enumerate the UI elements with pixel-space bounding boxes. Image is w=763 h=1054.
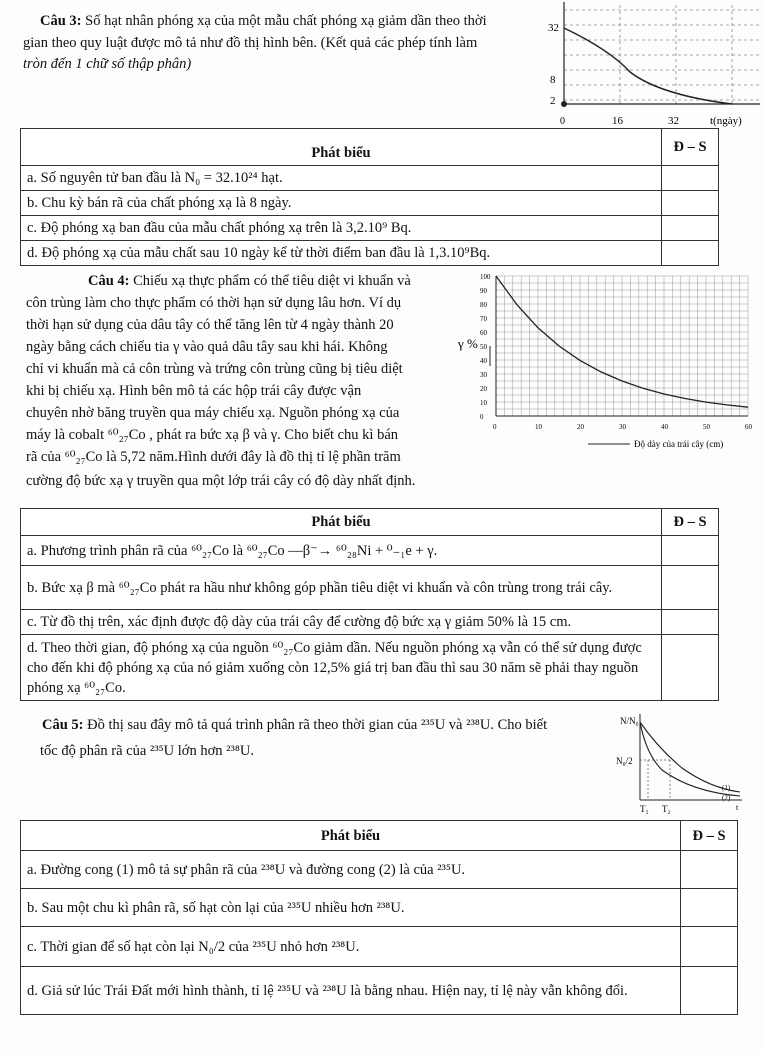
q3-y-8: 8 — [550, 74, 556, 86]
q3-answer-d[interactable] — [662, 241, 719, 266]
q4-x-tick: 60 — [745, 423, 752, 431]
q4-y-tick: 60 — [480, 329, 487, 337]
q5-line1: Đồ thị sau đây mô tả quá trình phân rã theo thời gian của ²³⁵U và ²³⁸U. Cho biết — [87, 717, 548, 733]
q4-answer-a[interactable] — [662, 536, 719, 566]
q3-line1: Số hạt nhân phóng xạ của một mẫu chất phóng xạ giảm dần theo thời — [85, 13, 487, 29]
q4-row-d: d. Theo thời gian, độ phóng xạ của nguồn ⁶⁰₂₇Co giảm dần. Nếu nguồn phóng xạ vẫn có thể sử dụng được cho đến khi độ phóng xạ của nó giảm xuống còn 12,5% giá trị ban đầu thì sau 30 năm sẽ phải thay nguồn phóng xạ ⁶⁰₂₇Co. — [21, 635, 662, 701]
q5-x-t1: T₁ — [640, 804, 649, 814]
q5-x-axis: t — [736, 803, 739, 812]
q5-answer-a[interactable] — [681, 851, 738, 889]
q5-row-c: c. Thời gian để số hạt còn lại N₀/2 của ²³⁵U nhỏ hơn ²³⁸U. — [21, 927, 681, 967]
q4-y-tick: 30 — [480, 371, 487, 379]
q5-answer-d[interactable] — [681, 967, 738, 1015]
q4-intro — [26, 270, 481, 446]
q3-title: Câu 3: — [40, 13, 82, 29]
q4-y-tick: 40 — [480, 357, 487, 365]
q3-table-header-ds: Đ – S — [662, 129, 719, 166]
q5-answer-c[interactable] — [681, 927, 738, 967]
q4-gamma-chart — [448, 266, 763, 456]
q4-row-a: a. Phương trình phân rã của ⁶⁰₂₇Co là ⁶⁰₂₇Co —β⁻→ ⁶⁰₂₈Ni + ⁰₋₁e + γ. — [21, 536, 662, 566]
q3-x-32: 32 — [668, 115, 679, 127]
q4-x-tick: 30 — [619, 423, 626, 431]
q3-decay-graph — [540, 0, 763, 132]
q4-line-8: máy là cobalt ⁶⁰₂₇Co , phát ra bức xạ β và γ. Cho biết chu kì bán — [26, 427, 399, 443]
q3-table — [20, 128, 719, 266]
q4-y-tick: 80 — [480, 301, 487, 309]
q4-x-tick: 40 — [661, 423, 668, 431]
q5-answer-b[interactable] — [681, 889, 738, 927]
q3-line2: gian theo quy luật được mô tả như đồ thị hình bên. (Kết quả các phép tính làm — [23, 35, 478, 51]
q5-decay-graph — [612, 708, 752, 818]
q4-answer-c[interactable] — [662, 610, 719, 635]
q4-line-7: chuyên nhờ băng truyền qua máy chiếu xạ. Nguồn phóng xạ của — [26, 405, 400, 421]
q3-answer-c[interactable] — [662, 216, 719, 241]
q5-y-top: N/N₀ — [620, 716, 639, 726]
q3-x-16: 16 — [612, 115, 623, 127]
q4-y-tick: 100 — [480, 273, 491, 281]
q3-table-header: Phát biểu — [21, 129, 662, 166]
q4-x-tick: 10 — [535, 423, 542, 431]
q4-y-tick: 70 — [480, 315, 487, 323]
q4-line-10: cường độ bức xạ γ truyền qua một lớp trái cây có độ dày nhất định. — [26, 473, 416, 489]
q5-table — [20, 820, 738, 1015]
q5-x-t2: T₂ — [662, 804, 671, 814]
q5-line1-wrap — [42, 714, 547, 736]
q3-answer-a[interactable] — [662, 166, 719, 191]
q3-row-d: d. Độ phóng xạ của mẫu chất sau 10 ngày kể từ thời điểm ban đầu là 1,3.10⁹Bq. — [21, 241, 662, 266]
q4-answer-d[interactable] — [662, 635, 719, 701]
q5-row-d: d. Giả sử lúc Trái Đất mới hình thành, tỉ lệ ²³⁵U và ²³⁸U là bằng nhau. Hiện nay, tỉ lệ này vẫn không đổi. — [21, 967, 681, 1015]
q5-y-mid: N₀/2 — [616, 756, 633, 766]
q4-line-3: thời hạn sử dụng của dâu tây có thể tăng lên từ 4 ngày thành 20 — [26, 317, 394, 333]
q3-intro — [40, 10, 560, 32]
q4-x-tick: 20 — [577, 423, 584, 431]
q4-line-9: rã của ⁶⁰₂₇Co là 5,72 năm.Hình dưới đây là đồ thị tỉ lệ phần trăm — [26, 449, 401, 465]
q4-line-4: ngày bằng cách chiếu tia γ vào quả dâu tây sau khi hái. Không — [26, 339, 388, 355]
q3-x-0: 0 — [560, 116, 565, 127]
q4-y-tick: 10 — [480, 399, 487, 407]
q4-y-tick: 0 — [480, 413, 484, 421]
q4-title: Câu 4: — [88, 273, 130, 289]
q4-table-header-ds: Đ – S — [662, 509, 719, 536]
q5-label-1: (1) — [722, 784, 731, 792]
q3-row-b: b. Chu kỳ bán rã của chất phóng xạ là 8 ngày. — [21, 191, 662, 216]
q3-answer-b[interactable] — [662, 191, 719, 216]
q5-table-header-ds: Đ – S — [681, 821, 738, 851]
q4-x-tick: 50 — [703, 423, 710, 431]
q4-line-2: côn trùng làm cho thực phẩm có thời hạn sử dụng lâu hơn. Ví dụ — [26, 295, 402, 311]
q5-label-2: (2) — [722, 794, 731, 802]
q3-x-axis-label: t(ngày) — [710, 115, 742, 127]
q3-decay-curve — [564, 28, 732, 104]
q4-y-tick: 20 — [480, 385, 487, 393]
q4-row-c: c. Từ đồ thị trên, xác định được độ dày của trái cây để cường độ bức xạ γ giảm 50% là 15 cm. — [21, 610, 662, 635]
q4-table — [20, 508, 719, 701]
q3-row-c: c. Độ phóng xạ ban đầu của mẫu chất phóng xạ trên là 3,2.10⁹ Bq. — [21, 216, 662, 241]
q3-y-32: 32 — [548, 22, 559, 34]
q4-row-b: b. Bức xạ β mà ⁶⁰₂₇Co phát ra hầu như không góp phần tiêu diệt vi khuẩn và côn trùng trong trái cây. — [21, 566, 662, 610]
q4-line-1: Chiếu xạ thực phẩm có thể tiêu diệt vi khuẩn và — [133, 273, 411, 289]
q5-table-header: Phát biểu — [21, 821, 681, 851]
q3-row-a: a. Số nguyên tử ban đầu là N₀ = 32.10²⁴ hạt. — [21, 166, 662, 191]
q4-x-tick: 0 — [493, 423, 497, 431]
q4-x-axis-label: Độ dày của trái cây (cm) — [634, 439, 724, 449]
q5-title: Câu 5: — [42, 717, 84, 733]
q3-y-2: 2 — [550, 95, 556, 107]
q4-answer-b[interactable] — [662, 566, 719, 610]
q4-y-tick: 50 — [480, 343, 487, 351]
q3-line3: tròn đến 1 chữ số thập phân) — [23, 56, 192, 72]
q4-line-6: khi bị chiếu xạ. Hình bên mô tả các hộp trái cây được vận — [26, 383, 362, 399]
q4-y-tick: 90 — [480, 287, 487, 295]
q5-line2: tốc độ phân rã của ²³⁵U lớn hơn ²³⁸U. — [40, 743, 254, 759]
q5-row-a: a. Đường cong (1) mô tả sự phân rã của ²³⁸U và đường cong (2) là của ²³⁵U. — [21, 851, 681, 889]
q5-curve-2 — [640, 722, 740, 792]
q4-line-5: chỉ vi khuẩn mà cả côn trùng và trứng côn trùng cũng bị tiêu diệt — [26, 361, 403, 377]
q4-table-header: Phát biểu — [21, 509, 662, 536]
q4-y-axis-label: γ % — [458, 336, 478, 351]
q5-row-b: b. Sau một chu kì phân rã, số hạt còn lại của ²³⁵U nhiều hơn ²³⁸U. — [21, 889, 681, 927]
